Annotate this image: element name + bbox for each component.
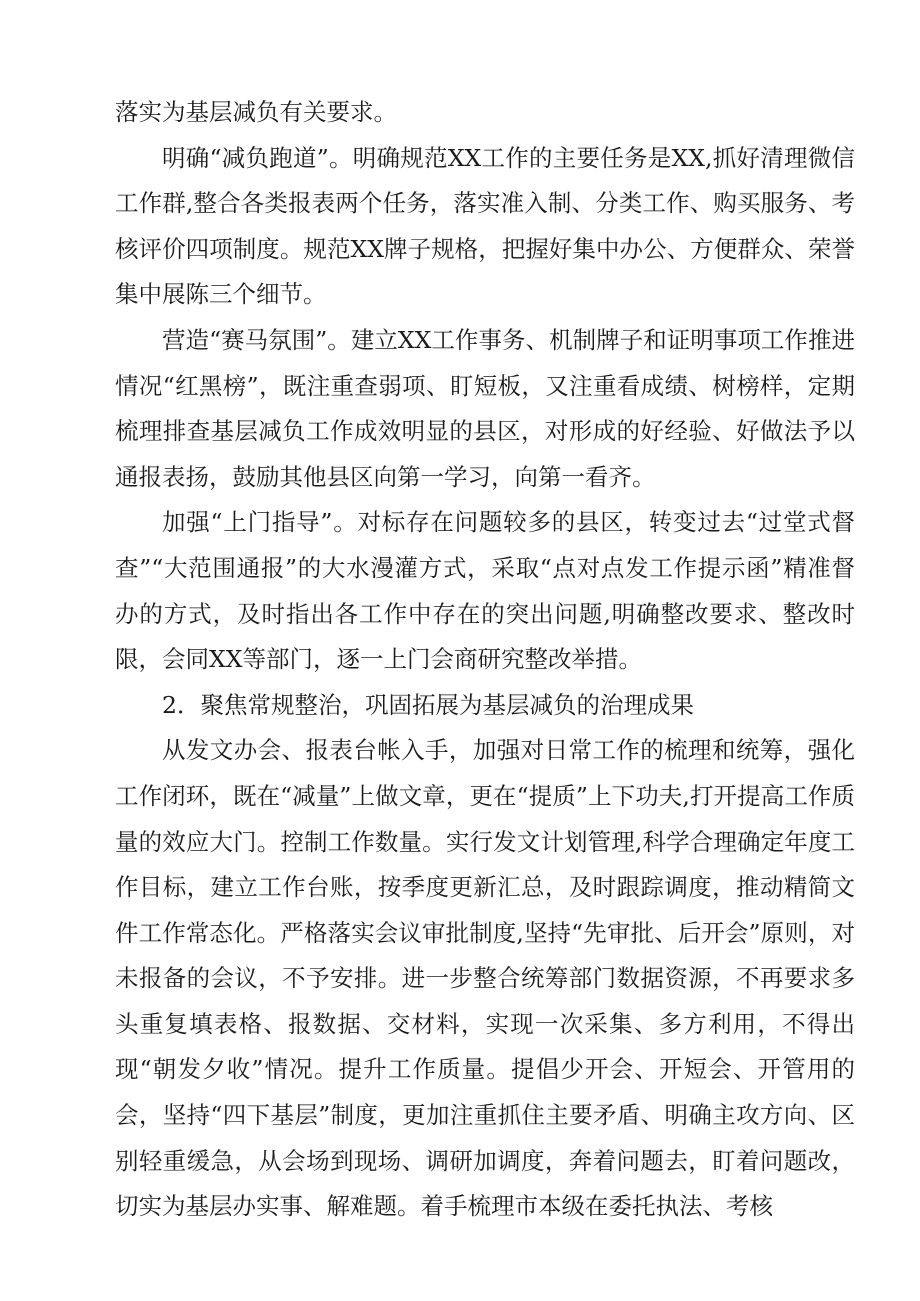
paragraph-clarify-runway: 明确“减负跑道”。明确规范XX工作的主要任务是XX,抓好清理微信工作群,整合各类报表两个任务，落实准入制、分类工作、购买服务、考核评价四项制度。规范XX牌子规格，把握好集中办公、方便群众、荣誉集中展陈三个细节。 bbox=[115, 143, 855, 309]
paragraph-routine-rectification: 从发文办会、报表台帐入手，加强对日常工作的梳理和统筹，强化工作闭环，既在“减量”上做文章，更在“提质”上下功夫,打开提高工作质量的效应大门。控制工作数量。实行发文计划管理,科学合理确定年度工作目标，建立工作台账，按季度更新汇总，及时跟踪调度，推动精简文件工作常态化。严格落实会议审批制度,坚持“先审批、后开会”原则，对未报备的会议，不予安排。进一步整合统筹部门数据资源，不再要求多头重复填表格、报数据、交材料，实现一次采集、多方利用，不得出现“朝发夕收”情况。提升工作质量。提倡少开会、开短会、开管用的会，坚持“四下基层”制度，更加注重抓住主要矛盾、明确主攻方向、区别轻重缓急，从会场到现场、调研加调度，奔着问题去，盯着问题改，切实为基层办实事、解难题。着手梳理市本级在委托执法、考核 bbox=[115, 736, 855, 1221]
document-body bbox=[115, 90, 855, 1230]
paragraph-race-atmosphere: 营造“赛马氛围”。建立XX工作事务、机制牌子和证明事项工作推进情况“红黑榜”，既注重查弱项、盯短板，又注重看成绩、树榜样，定期梳理排查基层减负工作成效明显的县区，对形成的好经验、好做法予以通报表扬，鼓励其他县区向第一学习，向第一看齐。 bbox=[115, 325, 855, 491]
paragraph-onsite-guidance: 加强“上门指导”。对标存在问题较多的县区，转变过去“过堂式督查”“大范围通报”的大水漫灌方式，采取“点对点发工作提示函”精准督办的方式，及时指出各工作中存在的突出问题,明确整改要求、整改时限，会同XX等部门，逐一上门会商研究整改举措。 bbox=[115, 508, 855, 674]
paragraph-continuation: 落实为基层减负有关要求。 bbox=[115, 98, 397, 126]
section-heading-2: 2．聚焦常规整治，巩固拓展为基层减负的治理成果 bbox=[162, 690, 694, 719]
